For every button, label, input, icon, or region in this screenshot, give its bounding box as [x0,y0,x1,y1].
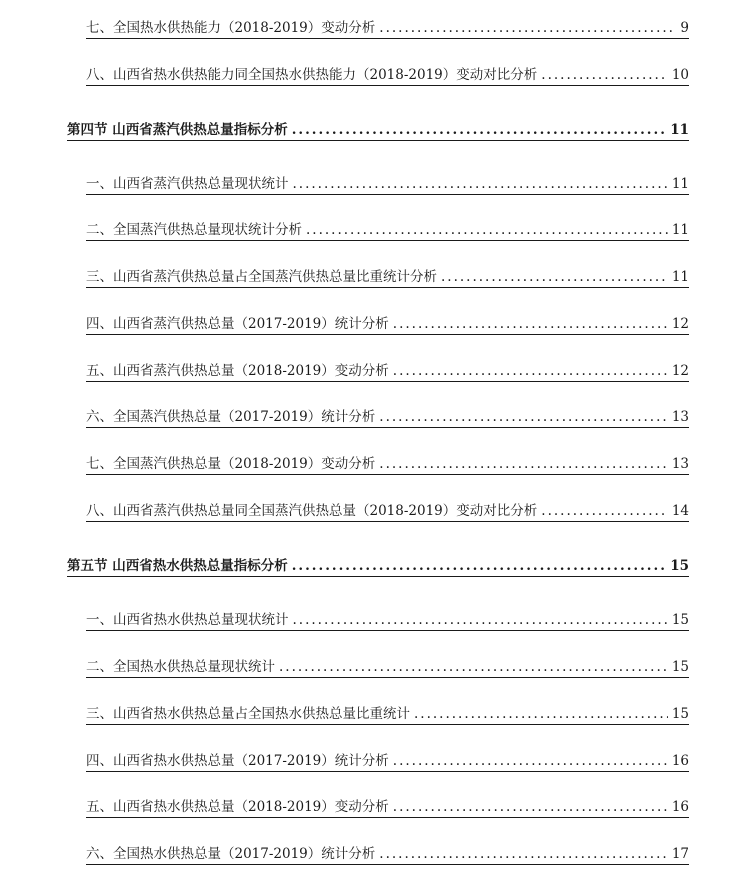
toc-entry-title: 第五节 山西省热水供热总量指标分析 [67,558,288,574]
toc-section-4[interactable] [67,118,689,141]
toc-entry-8[interactable] [86,405,689,428]
toc-entry-title: 第四节 山西省蒸汽供热总量指标分析 [67,122,288,138]
dot-leader [393,363,668,379]
dot-leader [379,20,676,36]
dot-leader [292,122,667,138]
toc-entry-page: 11 [671,269,689,285]
toc-entry-page: 12 [671,363,689,379]
dot-leader [393,799,668,815]
toc-entry-title: 三、山西省蒸汽供热总量占全国蒸汽供热总量比重统计分析 [86,269,437,285]
dot-leader [279,659,668,675]
toc-entry-page: 9 [680,20,689,36]
toc-entry-7[interactable] [86,359,689,382]
toc-entry-title: 二、全国蒸汽供热总量现状统计分析 [86,222,302,238]
toc-entry-title: 七、全国蒸汽供热总量（2018-2019）变动分析 [86,456,376,472]
dot-leader [393,316,668,332]
toc-entry-page: 13 [671,409,689,425]
toc-entry-9[interactable] [86,452,689,475]
dot-leader [379,846,668,862]
toc-entry-page: 15 [671,706,689,722]
dot-leader [306,222,668,238]
toc-entry-title: 一、山西省热水供热总量现状统计 [86,612,289,628]
toc-entry-page: 12 [671,316,689,332]
dot-leader [292,558,667,574]
toc-entry-page: 16 [671,753,689,769]
toc-entry-title: 六、全国热水供热总量（2017-2019）统计分析 [86,846,376,862]
toc-entry-page: 15 [671,659,689,675]
toc-entry-12[interactable] [86,655,689,678]
toc-entry-1[interactable] [86,16,689,39]
toc-entry-6[interactable] [86,312,689,335]
toc-entry-13[interactable] [86,702,689,725]
toc-entry-15[interactable] [86,795,689,818]
toc-entry-page: 17 [671,846,689,862]
toc-entry-page: 13 [671,456,689,472]
dot-leader [293,612,668,628]
toc-entry-5[interactable] [86,265,689,288]
toc-entry-page: 14 [671,503,689,519]
toc-entry-14[interactable] [86,749,689,772]
toc-entry-10[interactable] [86,499,689,522]
toc-entry-title: 五、山西省热水供热总量（2018-2019）变动分析 [86,799,389,815]
toc-entry-title: 五、山西省蒸汽供热总量（2018-2019）变动分析 [86,363,389,379]
toc-entry-page: 11 [670,122,689,138]
toc-entry-title: 四、山西省热水供热总量（2017-2019）统计分析 [86,753,389,769]
toc-entry-page: 16 [671,799,689,815]
toc-entry-title: 八、山西省蒸汽供热总量同全国蒸汽供热总量（2018-2019）变动对比分析 [86,503,538,519]
toc-entry-3[interactable] [86,172,689,195]
toc-entry-title: 六、全国蒸汽供热总量（2017-2019）统计分析 [86,409,376,425]
toc-entry-page: 11 [671,176,689,192]
toc-entry-4[interactable] [86,218,689,241]
toc-entry-title: 二、全国热水供热总量现状统计 [86,659,275,675]
toc-entry-16[interactable] [86,842,689,865]
toc-entry-title: 一、山西省蒸汽供热总量现状统计 [86,176,289,192]
dot-leader [441,269,668,285]
toc-entry-title: 三、山西省热水供热总量占全国热水供热总量比重统计 [86,706,410,722]
dot-leader [379,456,668,472]
toc-entry-page: 15 [670,558,689,574]
dot-leader [541,67,668,83]
toc-entry-page: 15 [671,612,689,628]
toc-entry-2[interactable] [86,63,689,86]
toc-entry-title: 七、全国热水供热能力（2018-2019）变动分析 [86,20,376,36]
toc-section-5[interactable] [67,554,689,577]
toc-entry-11[interactable] [86,608,689,631]
toc-entry-title: 八、山西省热水供热能力同全国热水供热能力（2018-2019）变动对比分析 [86,67,538,83]
toc-entry-title: 四、山西省蒸汽供热总量（2017-2019）统计分析 [86,316,389,332]
dot-leader [379,409,668,425]
dot-leader [541,503,668,519]
dot-leader [414,706,668,722]
dot-leader [393,753,668,769]
toc-entry-page: 10 [671,67,689,83]
dot-leader [293,176,668,192]
toc-entry-page: 11 [671,222,689,238]
